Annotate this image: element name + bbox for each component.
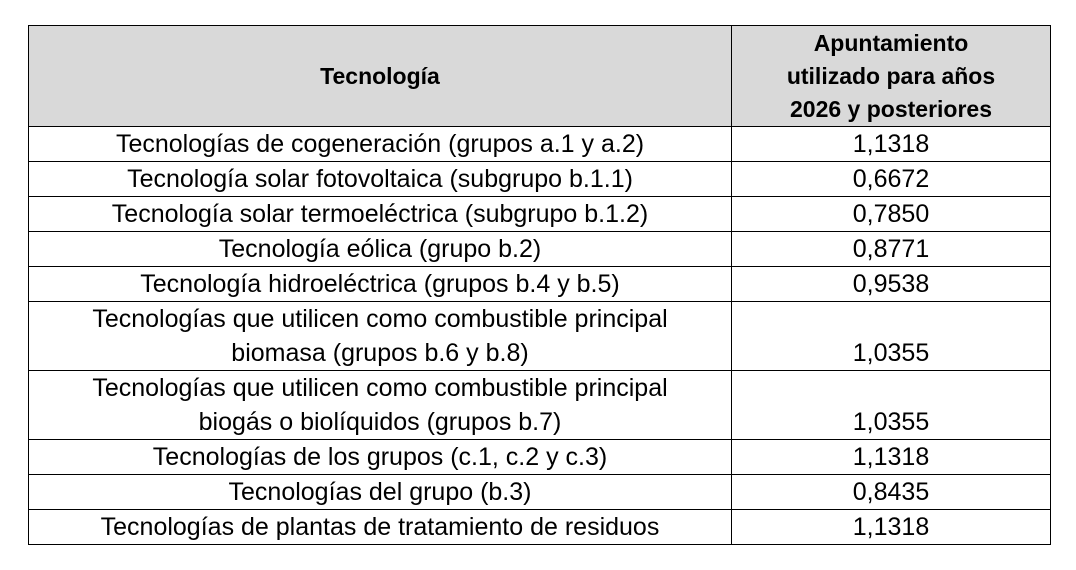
value-cell: 1,0355 bbox=[732, 302, 1051, 371]
value-cell: 1,0355 bbox=[732, 371, 1051, 440]
table-body bbox=[29, 127, 1051, 545]
table-row bbox=[29, 267, 1051, 302]
technology-cell-line1: Tecnologías que utilicen como combustible principal bbox=[92, 374, 668, 402]
technology-cell bbox=[29, 371, 732, 440]
header-value bbox=[732, 26, 1051, 127]
header-row bbox=[29, 26, 1051, 127]
table-header bbox=[29, 26, 1051, 127]
table-row bbox=[29, 232, 1051, 267]
value-cell: 1,1318 bbox=[732, 127, 1051, 162]
header-value-line1: Apuntamiento bbox=[813, 29, 969, 56]
value-cell: 0,9538 bbox=[732, 267, 1051, 302]
technology-cell: Tecnologías de los grupos (c.1, c.2 y c.3) bbox=[29, 440, 732, 475]
technology-cell: Tecnología hidroeléctrica (grupos b.4 y b.5) bbox=[29, 267, 732, 302]
value-cell: 0,8771 bbox=[732, 232, 1051, 267]
value-cell: 0,7850 bbox=[732, 197, 1051, 232]
technology-table bbox=[28, 25, 1051, 545]
table-row bbox=[29, 371, 1051, 440]
table-row bbox=[29, 302, 1051, 371]
table-row bbox=[29, 162, 1051, 197]
table-row bbox=[29, 127, 1051, 162]
technology-cell: Tecnologías del grupo (b.3) bbox=[29, 475, 732, 510]
header-value-line3: 2026 y posteriores bbox=[789, 95, 992, 122]
value-cell: 1,1318 bbox=[732, 440, 1051, 475]
header-value-line2: utilizado para años bbox=[786, 62, 996, 89]
technology-cell: Tecnologías de plantas de tratamiento de residuos bbox=[29, 510, 732, 545]
table-row bbox=[29, 475, 1051, 510]
technology-cell: Tecnología eólica (grupo b.2) bbox=[29, 232, 732, 267]
table-row bbox=[29, 440, 1051, 475]
value-cell: 0,8435 bbox=[732, 475, 1051, 510]
value-cell: 1,1318 bbox=[732, 510, 1051, 545]
technology-cell-line1: Tecnologías que utilicen como combustible principal bbox=[92, 305, 668, 333]
value-cell: 0,6672 bbox=[732, 162, 1051, 197]
technology-cell: Tecnología solar termoeléctrica (subgrupo b.1.2) bbox=[29, 197, 732, 232]
technology-cell-line2: biogás o biolíquidos (grupos b.7) bbox=[198, 408, 562, 436]
header-technology: Tecnología bbox=[29, 26, 732, 127]
technology-cell: Tecnologías de cogeneración (grupos a.1 y a.2) bbox=[29, 127, 732, 162]
technology-cell-line2: biomasa (grupos b.6 y b.8) bbox=[231, 339, 529, 367]
table-row bbox=[29, 510, 1051, 545]
technology-cell bbox=[29, 302, 732, 371]
table-row bbox=[29, 197, 1051, 232]
technology-cell: Tecnología solar fotovoltaica (subgrupo b.1.1) bbox=[29, 162, 732, 197]
